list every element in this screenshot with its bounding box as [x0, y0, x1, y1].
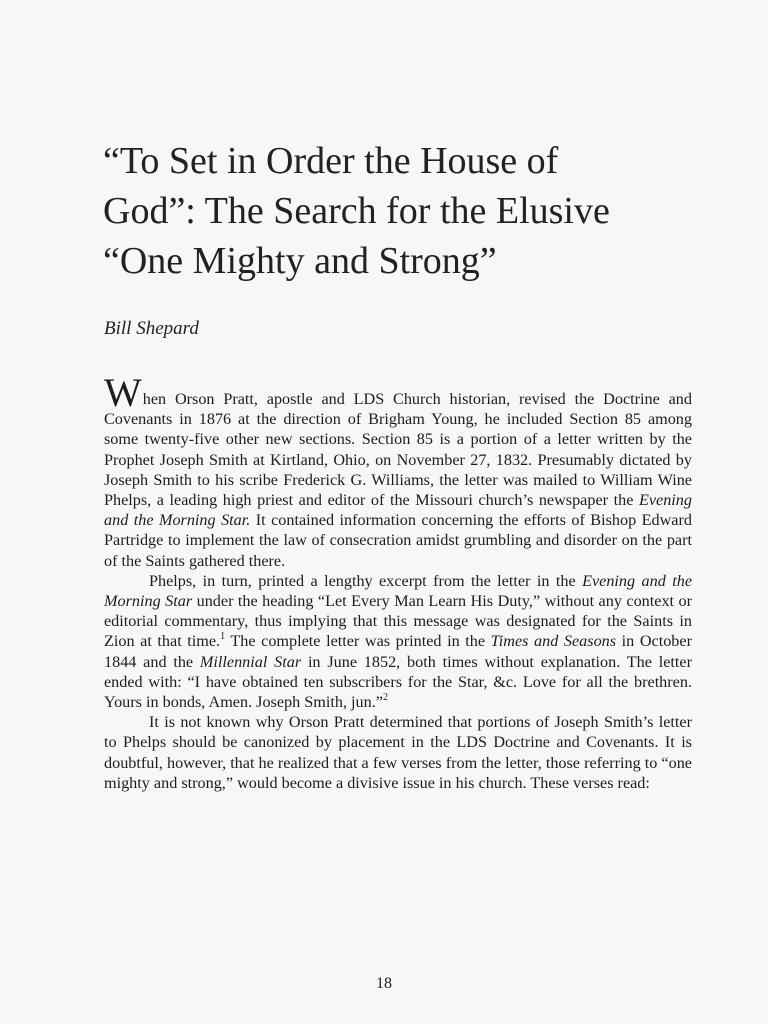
- paragraph-text: under the heading “Let Every Man Learn His Duty,” without any context or editorial commentary, thus implying that this message was designated for the Saints in Zion at that time.: [104, 592, 692, 651]
- title-line: “One Mighty and Strong”: [103, 240, 497, 282]
- footnote-ref[interactable]: 2: [382, 692, 388, 704]
- paragraph-text: hen Orson Pratt, apostle and LDS Church historian, revised the Doctrine and Covenants in 1876 at the direction of Brigham Young, he included Section 85 among some twenty-five other new sections. Section 85 is a portion of a letter written by the Prophet Joseph Smith at Kirtland, Ohio, on November 27, 1832. Presumably dictated by Joseph Smith to his scribe Frederick G. Williams, the letter was mailed to William Wine Phelps, a leading high priest and editor of the Missouri church’s newspaper the: [104, 390, 692, 510]
- paragraph-3: It is not known why Orson Pratt determined that portions of Joseph Smith’s letter to Phelps should be canonized by placement in the LDS Doctrine and Covenants. It is doubtful, however, that he realized that a few verses from the letter, those referring to “one mighty and strong,” would become a divisive issue in his church. These verses read:: [104, 713, 692, 792]
- paragraph-1: [104, 370, 692, 571]
- paragraph-2: [104, 571, 692, 712]
- paragraph-text: Phelps, in turn, printed a lengthy excerpt from the letter in the: [149, 571, 583, 590]
- paragraph-text: The complete letter was printed in the: [225, 632, 491, 651]
- title-line: “To Set in Order the House of: [103, 140, 559, 182]
- page-number: 18: [376, 975, 392, 992]
- drop-cap: W: [104, 370, 142, 415]
- title-line: God”: The Search for the Elusive: [103, 190, 610, 232]
- publication-title: Millennial Star: [199, 652, 302, 671]
- paragraph-text: It contained information concerning the efforts of Bishop Edward Partridge to implement the law of consecration amidst grumbling and disorder on the part of the Saints gathered there.: [104, 511, 692, 570]
- publication-title: Times and Seasons: [490, 632, 617, 651]
- article-author: Bill Shepard: [104, 318, 199, 339]
- footnote-ref[interactable]: 1: [220, 631, 226, 643]
- article-title: [103, 136, 683, 286]
- publication-title: Evening and the Morning Star: [104, 571, 693, 611]
- article-body: [104, 370, 693, 793]
- paragraph-text: in June 1852, both times without explanation. The letter ended with: “I have obtained ten subscribers for the Star, &c. Love for all the brethren. Yours in bonds, Amen. Joseph Smith, jun.”: [104, 652, 692, 712]
- publication-title: Evening and the Morning Star.: [104, 491, 692, 530]
- paragraph-text: in October 1844 and the: [104, 632, 692, 671]
